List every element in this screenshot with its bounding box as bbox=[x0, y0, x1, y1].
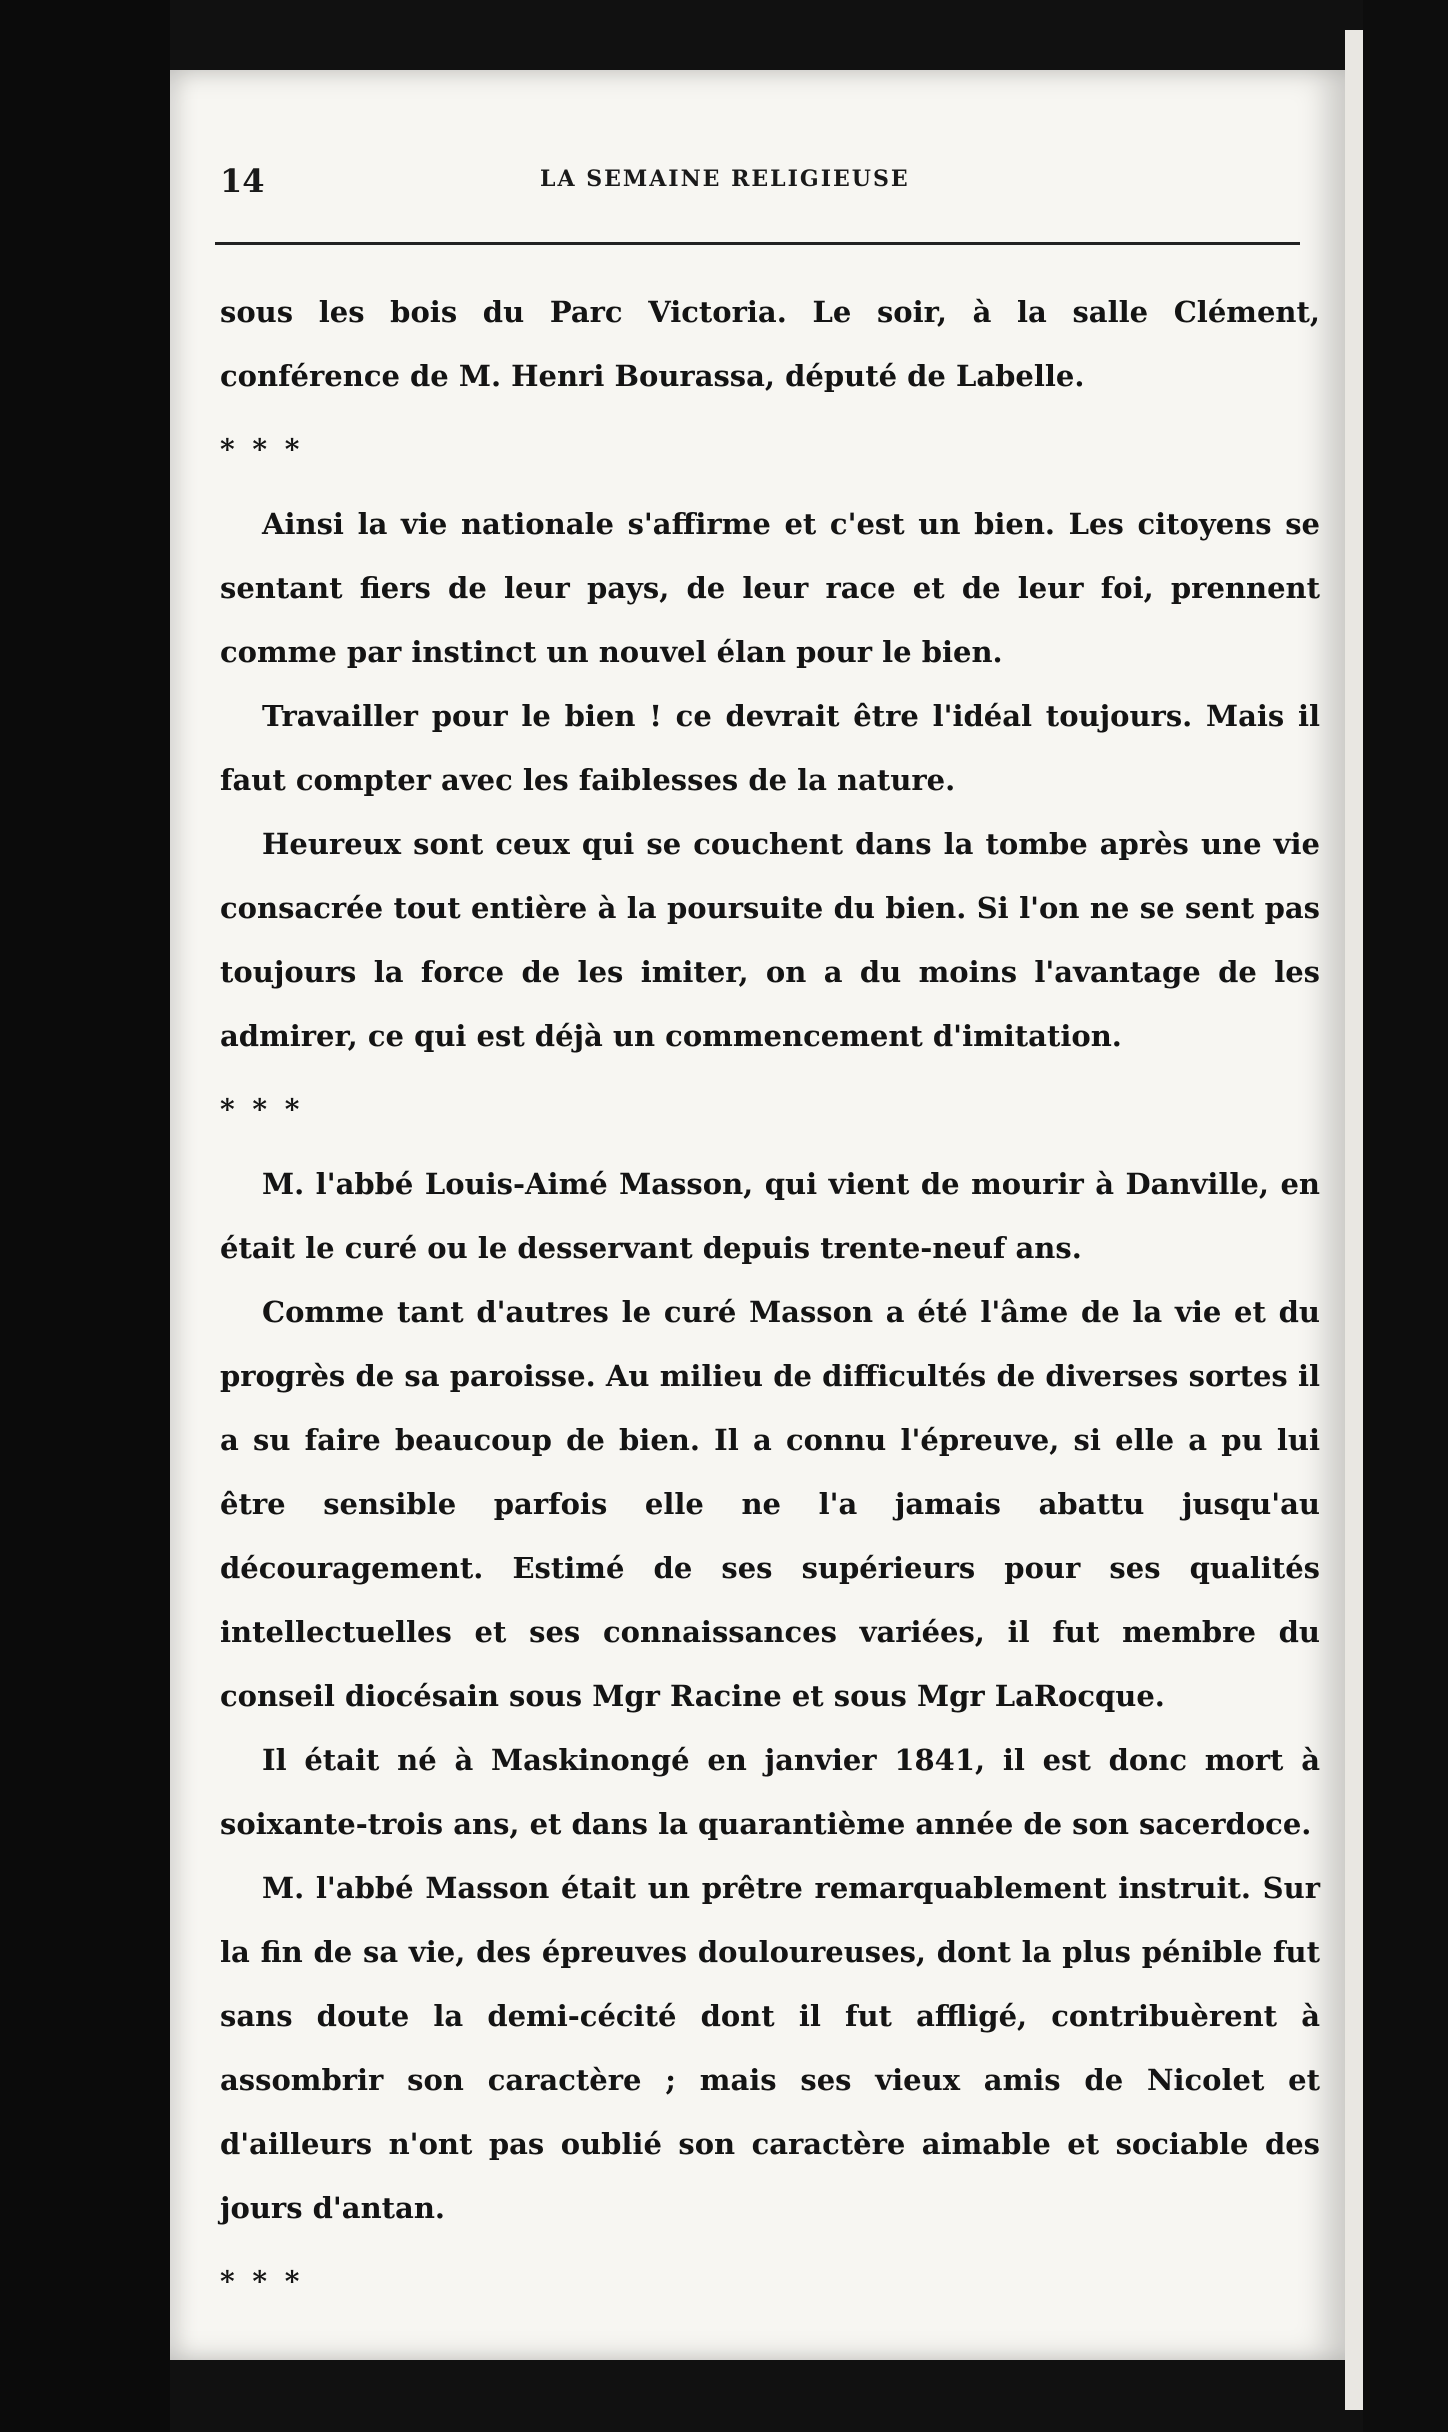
paragraph: Heureux sont ceux qui se couchent dans la tombe après une vie consacrée tout entière à la poursuite du bien. Si l'on ne se sent pas toujours la force de les imiter, on a du moins l'avantage de les admirer, ce qui est déjà un commencement d'imitation. bbox=[220, 827, 1320, 1053]
section-separator: * * * bbox=[220, 1093, 304, 1126]
paragraph: M. l'abbé Louis-Aimé Masson, qui vient de mourir à Danville, en était le curé ou le desservant depuis trente-neuf ans. bbox=[220, 1167, 1320, 1265]
paragraph: Travailler pour le bien ! ce devrait être l'idéal toujours. Mais il faut compter avec les faiblesses de la nature. bbox=[220, 699, 1320, 797]
page-body bbox=[220, 280, 1320, 2324]
page-header bbox=[220, 162, 1320, 212]
section-separator: * * * bbox=[220, 433, 304, 466]
page-number: 14 bbox=[220, 162, 265, 200]
paragraph: Comme tant d'autres le curé Masson a été l'âme de la vie et du progrès de sa paroisse. Au milieu de difficultés de diverses sortes il a su faire beaucoup de bien. Il a connu l'épreuve, si elle a pu lui être sensible parfois elle ne l'a jamais abattu jusqu'au découragement. Estimé de ses supérieurs pour ses qualités intellectuelles et ses connaissances variées, il fut membre du conseil diocésain sous Mgr Racine et sous Mgr LaRocque. bbox=[220, 1295, 1320, 1713]
paragraph: Ainsi la vie nationale s'affirme et c'est un bien. Les citoyens se sentant fiers de leur pays, de leur race et de leur foi, prennent comme par instinct un nouvel élan pour le bien. bbox=[220, 507, 1320, 669]
paragraph: sous les bois du Parc Victoria. Le soir, à la salle Clément, conférence de M. Henri Bourassa, député de Labelle. bbox=[220, 295, 1320, 393]
section-separator: * * * bbox=[220, 2265, 304, 2298]
running-title: LA SEMAINE RELIGIEUSE bbox=[540, 166, 910, 192]
scan-border-left bbox=[0, 0, 170, 2432]
scan-border-right bbox=[1363, 0, 1448, 2432]
paragraph: M. l'abbé Masson était un prêtre remarquablement instruit. Sur la fin de sa vie, des épreuves douloureuses, dont la plus pénible fut sans doute la demi-cécité dont il fut affligé, contribuèrent à assombrir son caractère ; mais ses vieux amis de Nicolet et d'ailleurs n'ont pas oublié son caractère aimable et sociable des jours d'antan. bbox=[220, 1871, 1320, 2225]
header-rule bbox=[215, 242, 1300, 245]
paragraph: Il était né à Maskinongé en janvier 1841, il est donc mort à soixante-trois ans, et dans la quarantième année de son sacerdoce. bbox=[220, 1743, 1320, 1841]
document-page bbox=[170, 70, 1345, 2360]
page-edge bbox=[1345, 30, 1363, 2410]
